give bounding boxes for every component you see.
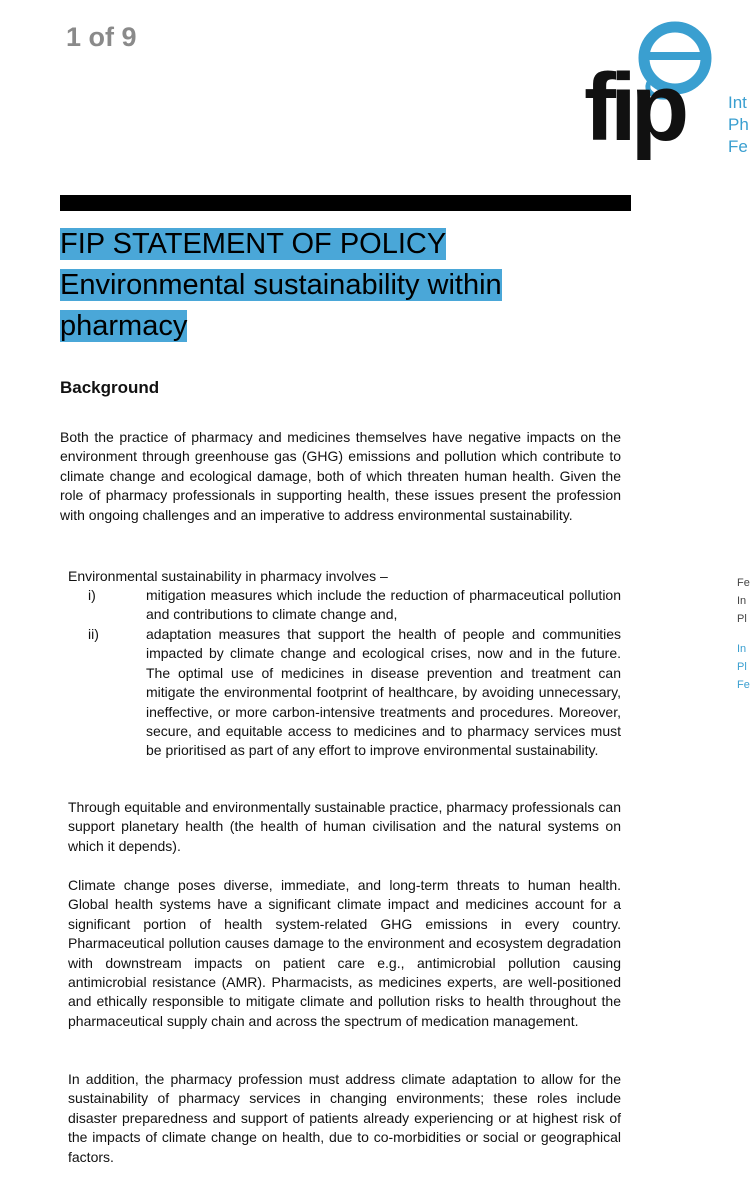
list-item-text: adaptation measures that support the health of people and communities impacted by climate change and ecological crises, now and in the future. The optimal use of medicines in disease prevention and treatment can mitigate the environmental footprint of healthcare, by avoiding unnecessary, ineffective, or more carbon-intensive treatments and procedures. Moreover, secure, and equitable access to medicines and to pharmacy services must be prioritised as part of any effort to improve environmental sustainability.: [146, 626, 621, 759]
logo-side-line: Fe: [728, 137, 748, 156]
section-heading: Background: [60, 378, 160, 397]
paragraph-4: In addition, the pharmacy profession must address climate adaptation to allow for the sustainability of pharmacy services in changing environments; these roles include disaster preparedness and support of patients already experiencing or at highest risk of the impacts of climate change on health, due to co-morbidities or social or geographical factors.: [68, 1071, 621, 1165]
page-counter: 1 of 9: [66, 22, 137, 52]
list-intro: Environmental sustainability in pharmacy involves –: [68, 568, 388, 584]
paragraph-3: Climate change poses diverse, immediate, and long-term threats to human health. Global health systems have a significant climate impact and medicines account for a significant portion of health system-related GHG emissions in every country. Pharmaceutical pollution causes damage to the environment and ecosystem degradation with downstream impacts on patient care e.g., antimicrobial pollution causing antimicrobial resistance (AMR). Pharmacists, as medicines experts, are well-positioned and ethically responsible to mitigate climate and pollution risks to health throughout the pharmaceutical supply chain and across the spectrum of medication management.: [68, 877, 621, 1029]
title-line-1: FIP STATEMENT OF POLICY: [60, 228, 447, 260]
logo-side-line: Int: [728, 93, 747, 112]
margin-text: In: [737, 643, 747, 655]
list-item-number: ii): [88, 626, 99, 642]
fip-logo: [580, 20, 746, 170]
margin-text: Fe: [737, 577, 750, 589]
list-item-text: mitigation measures which include the reduction of pharmaceutical pollution and contributions to climate change and,: [146, 587, 621, 623]
document-title[interactable]: [60, 224, 620, 347]
title-line-3: pharmacy: [60, 310, 188, 342]
title-line-2: Environmental sustainability within: [60, 269, 502, 301]
logo-text: fip: [584, 54, 684, 161]
margin-text: Pl: [737, 661, 747, 673]
header-divider-bar: [60, 195, 631, 211]
logo-side-line: Ph: [728, 115, 749, 134]
list-item-number: i): [88, 587, 96, 603]
logo-side-text: [728, 92, 749, 158]
paragraph-2: Through equitable and environmentally sustainable practice, pharmacy professionals can support planetary health (the health of human civilisation and the natural systems on which it depends).: [68, 799, 621, 854]
paragraph-1: Both the practice of pharmacy and medicines themselves have negative impacts on the environment through greenhouse gas (GHG) emissions and pollution which contribute to climate change and ecological damage, both of which threaten human health. Given the role of pharmacy professionals in supporting health, these issues present the profession with ongoing challenges and an imperative to address environmental sustainability.: [60, 429, 621, 523]
margin-text: Pl: [737, 613, 747, 625]
margin-text: Fe: [737, 679, 750, 691]
margin-text: In: [737, 595, 747, 607]
